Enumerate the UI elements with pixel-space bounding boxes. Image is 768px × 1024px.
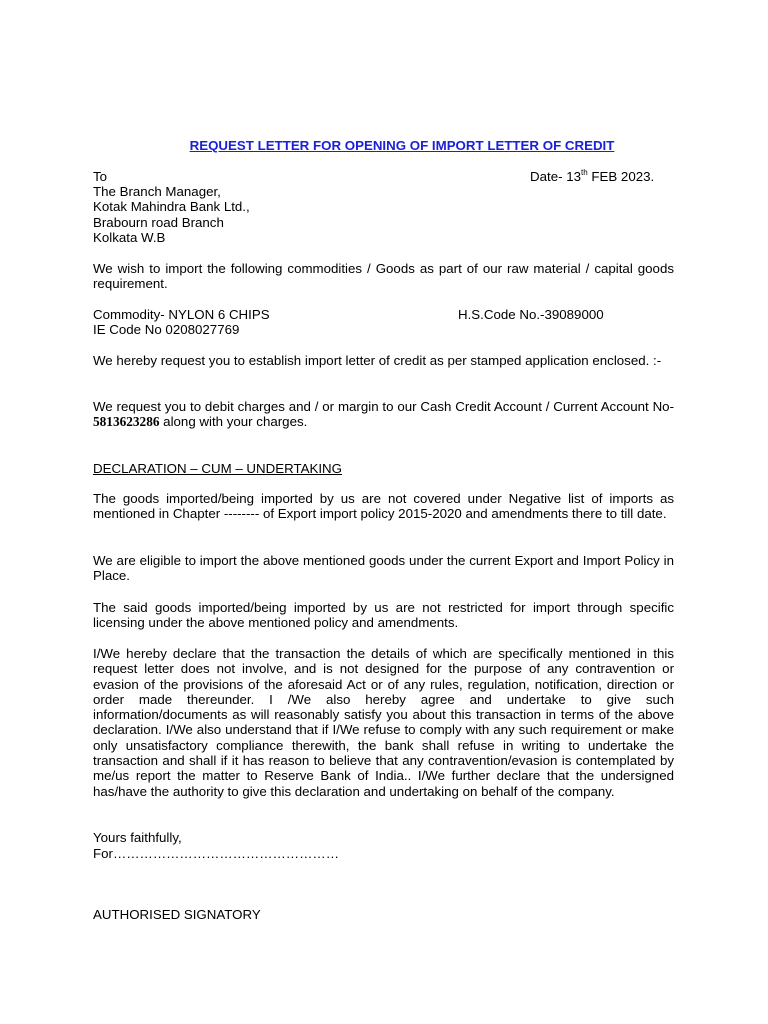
address-line: Brabourn road Branch xyxy=(93,214,224,230)
declaration-paragraph-1: The goods imported/being imported by us are not covered under Negative list of imports as mentioned in Chapter -------- of Export import policy 2015-2020 and amendments there to till date. xyxy=(93,491,674,522)
date-suffix: th xyxy=(581,167,588,177)
declaration-paragraph-3: The said goods imported/being imported by us are not restricted for import through specific licensing under the above mentioned policy and amendments. xyxy=(93,600,674,631)
ie-code-line: IE Code No 0208027769 xyxy=(93,322,240,337)
account-number: 5813623286 xyxy=(93,414,160,430)
request-paragraph: We hereby request you to establish import letter of credit as per stamped application enclosed. :- xyxy=(93,353,662,368)
date-prefix: Date- 13 xyxy=(530,169,581,184)
declaration-paragraph-4: I/We hereby declare that the transaction the details of which are specifically mentioned in this request letter does not involve, and is not designed for the purpose of any contravention or evasion of the provisions of the aforesaid Act or of any rules, regulation, notification, direction or order made thereunder. I /We also hereby agree and undertake to give such information/documents as will reasonably satisfy you about this transaction in terms of the above declaration. I/We also understand that if I/We refuse to comply with any such requirement or make only unsatisfactory compliance therewith, the bank shall refuse in writing to undertake the transaction and shall if it has reason to believe that any contravention/evasion is contemplated by me/us report the matter to Reserve Bank of India.. I/We further declare that the undersigned has/have the authority to give this declaration and undertaking on behalf of the company. xyxy=(93,646,674,799)
address-line: Kotak Mahindra Bank Ltd., xyxy=(93,199,250,215)
letter-date xyxy=(530,169,654,184)
declaration-paragraph-2: We are eligible to import the above mentioned goods under the current Export and Import Policy in Place. xyxy=(93,553,674,584)
hs-code: H.S.Code No.-39089000 xyxy=(458,307,604,322)
for-line: For…………………………………………… xyxy=(93,846,339,861)
closing-line: Yours faithfully, xyxy=(93,830,182,845)
recipient-address xyxy=(93,184,674,245)
address-line: Kolkata W.B xyxy=(93,229,166,245)
letter-title: REQUEST LETTER FOR OPENING OF IMPORT LETTER OF CREDIT xyxy=(189,138,615,153)
intro-paragraph: We wish to import the following commodities / Goods as part of our raw material / capital goods requirement. xyxy=(93,261,674,292)
to-label: To xyxy=(93,169,108,184)
debit-text: We request you to debit charges and / or margin to our Cash Credit Account / Current Account No- xyxy=(93,399,674,414)
date-rest: FEB 2023. xyxy=(587,169,655,184)
authorised-signatory: AUTHORISED SIGNATORY xyxy=(93,907,261,922)
commodity-line: Commodity- NYLON 6 CHIPS xyxy=(93,307,270,322)
debit-text-end: along with your charges. xyxy=(159,414,308,430)
address-line: The Branch Manager, xyxy=(93,184,221,199)
debit-paragraph xyxy=(93,399,674,430)
declaration-heading: DECLARATION – CUM – UNDERTAKING xyxy=(93,461,342,476)
